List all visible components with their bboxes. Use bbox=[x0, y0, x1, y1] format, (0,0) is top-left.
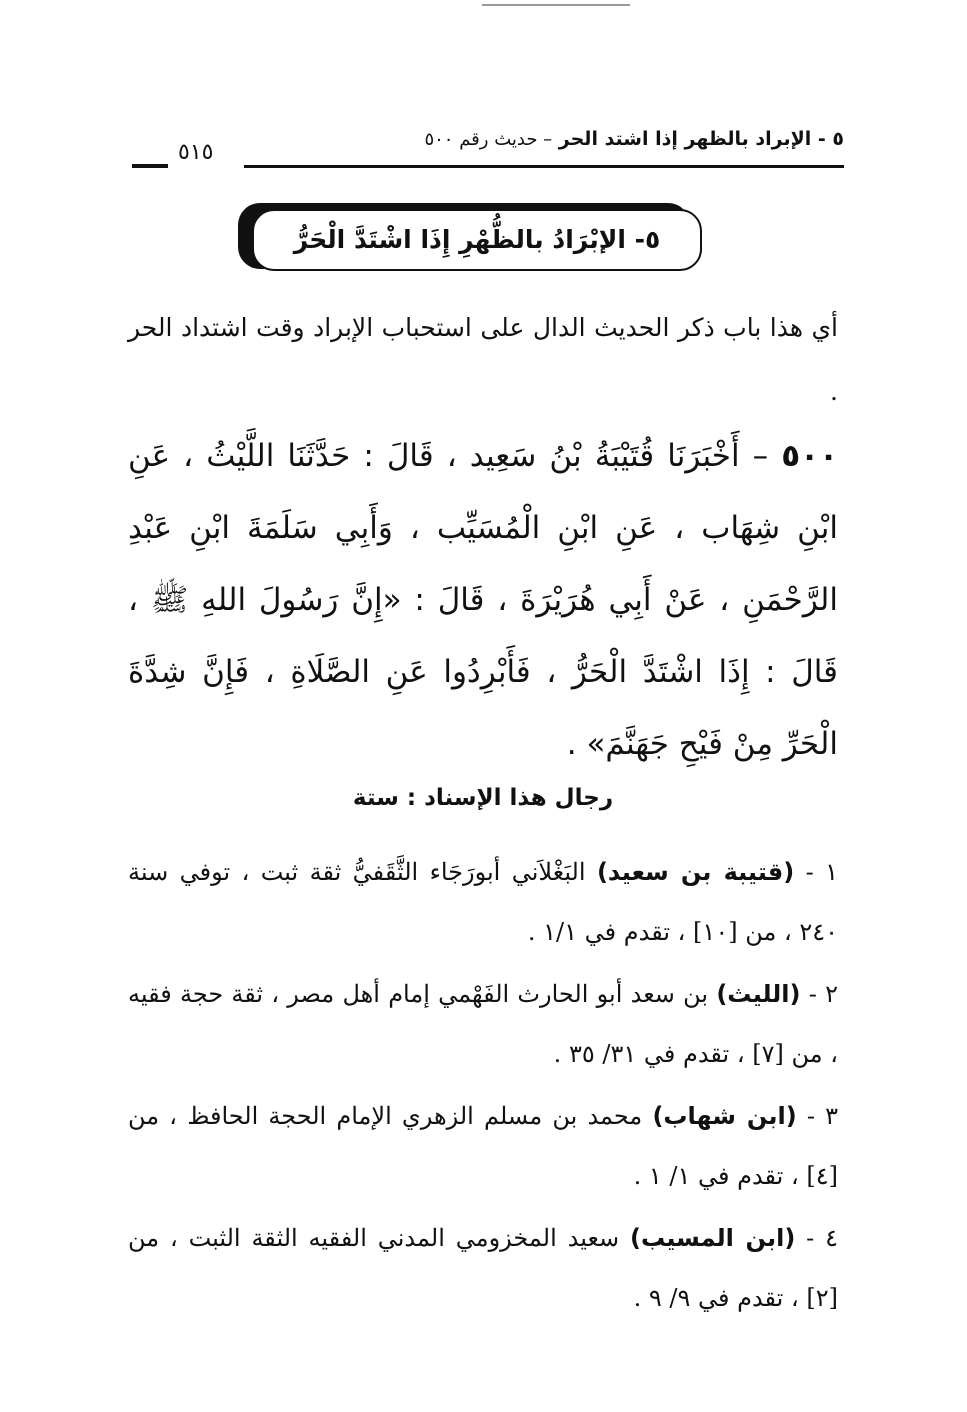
narrator-index: ٤ - bbox=[795, 1224, 838, 1252]
hadith-text-block bbox=[128, 420, 838, 780]
narrator-description: البَغْلاَني أبورَجَاء الثَّقَفيُّ ثقة ثبت ، توفي سنة ٢٤٠ ، من [١٠] ، تقدم في ١/١ . bbox=[128, 858, 838, 946]
narrator-entry bbox=[128, 842, 838, 962]
chapter-intro: أي هذا باب ذكر الحديث الدال على استحباب الإبراد وقت اشتداد الحر . bbox=[128, 313, 838, 406]
narrator-entry bbox=[128, 1086, 838, 1206]
running-header-title bbox=[424, 128, 844, 150]
header-divider bbox=[244, 165, 844, 168]
top-edge-rule bbox=[482, 4, 630, 6]
running-header bbox=[132, 118, 844, 168]
narrator-entry bbox=[128, 964, 838, 1084]
page-number: ٥١٥ bbox=[178, 140, 214, 165]
narrator-name: (قتيبة بن سعيد) bbox=[596, 858, 795, 886]
running-header-chapter: ٥ - الإبراد بالظهر إذا اشتد الحر bbox=[558, 128, 844, 150]
narrator-entry bbox=[128, 1208, 838, 1328]
running-header-hadith-number: – حديث رقم ٥٠٠ bbox=[424, 129, 553, 150]
narrator-description: سعيد المخزومي المدني الفقيه الثقة الثبت ، من [٢] ، تقدم في ٩/ ٩ . bbox=[128, 1224, 838, 1312]
narrator-name: (ابن شهاب) bbox=[652, 1102, 797, 1130]
narrator-index: ٢ - bbox=[800, 980, 838, 1008]
chapter-title-box bbox=[238, 203, 704, 275]
narrator-index: ٣ - bbox=[796, 1102, 838, 1130]
hadith-number: ٥٠٠ bbox=[781, 438, 838, 474]
narrator-name: (ابن المسيب) bbox=[629, 1224, 796, 1252]
narrator-description: محمد بن مسلم الزهري الإمام الحجة الحافظ ، من [٤] ، تقدم في ١/ ١ . bbox=[128, 1102, 838, 1190]
page-number-bar bbox=[132, 164, 168, 168]
section-heading: رجال هذا الإسناد : ستة bbox=[352, 785, 614, 811]
hadith-text: – أَخْبَرَنَا قُتَيْبَةُ بْنُ سَعِيد ، قَالَ : حَدَّثَنَا اللَّيْثُ ، عَنِ ابْنِ شِهَاب ، عَنِ ابْنِ الْمُسَيِّب ، وَأَبِي سَلَمَةَ ابْنِ عَبْدِ الرَّحْمَنِ ، عَنْ أَبِي هُرَيْرَةَ ، قَالَ : «إِنَّ رَسُولَ اللهِ ﷺ ، قَالَ : إِذَا اشْتَدَّ الْحَرُّ ، فَأَبْرِدُوا عَنِ الصَّلَاةِ ، فَإِنَّ شِدَّةَ الْحَرِّ مِنْ فَيْحِ جَهَنَّمَ» . bbox=[128, 438, 838, 762]
narrator-description: بن سعد أبو الحارث الفَهْمي إمام أهل مصر ، ثقة حجة فقيه ، من [٧] ، تقدم في ٣١/ ٣٥ . bbox=[128, 980, 838, 1068]
narrator-index: ١ - bbox=[794, 858, 838, 886]
chapter-title: ٥- الإبْرَادُ بالظُّهْرِ إِذَا اشْتَدَّ الْحَرُّ bbox=[293, 225, 661, 254]
narrator-name: (الليث) bbox=[716, 980, 801, 1008]
